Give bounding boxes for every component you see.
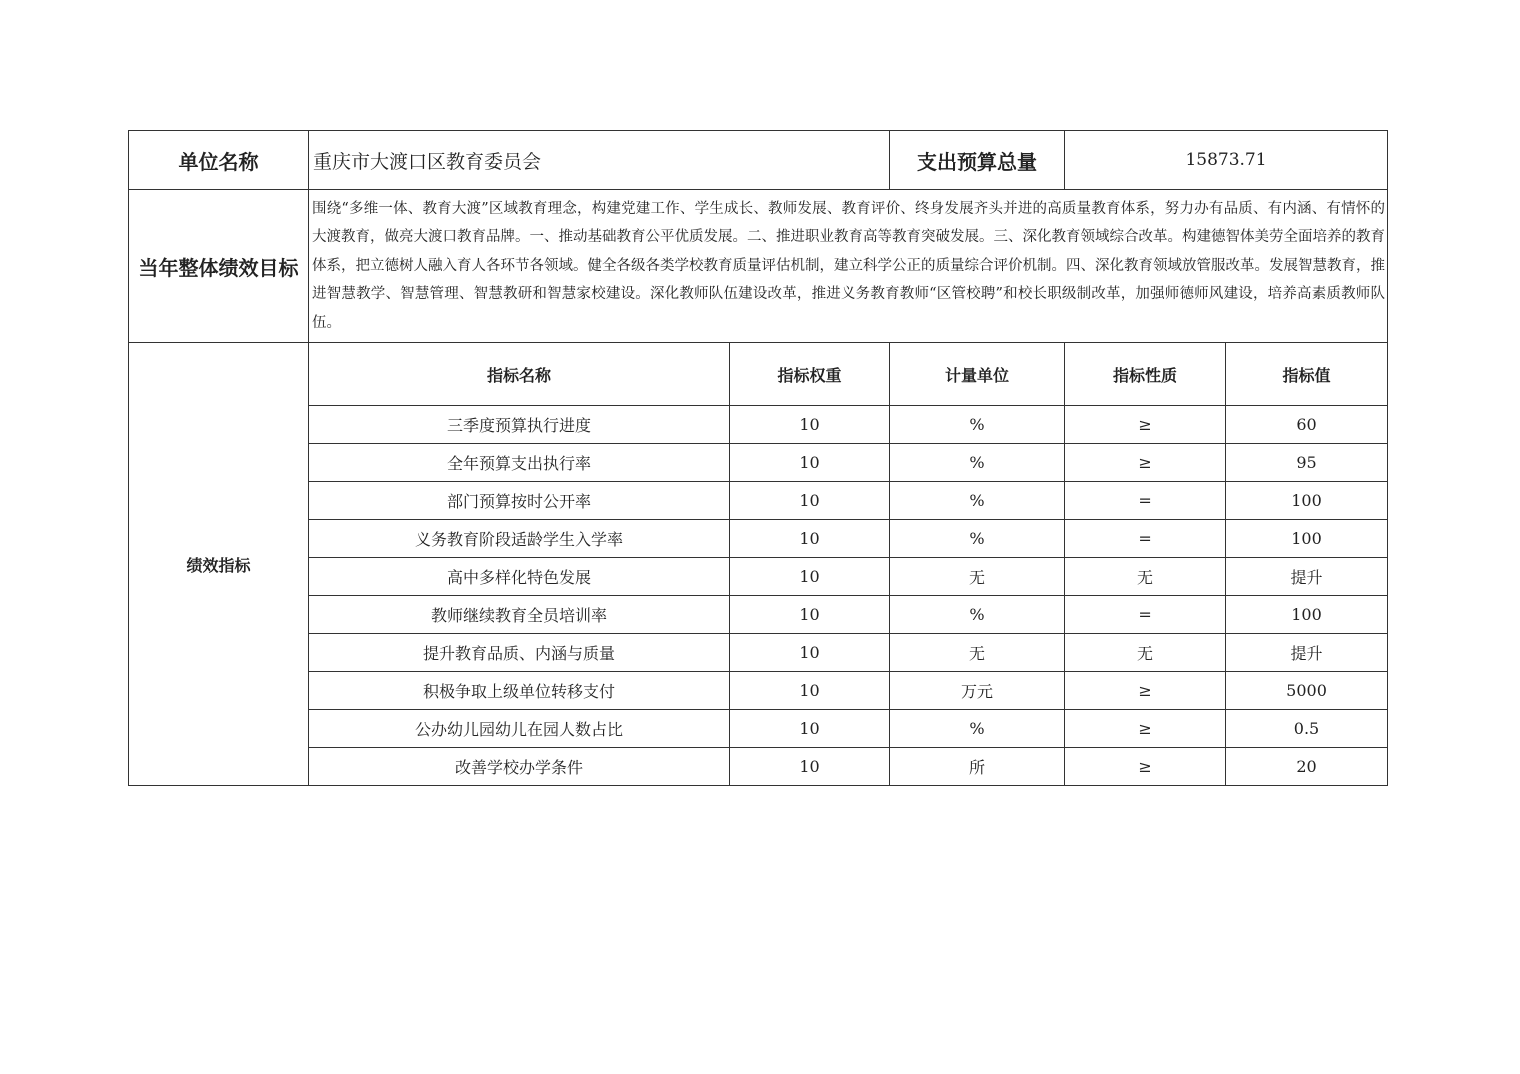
indicator-cell: 无 [890,634,1065,672]
column-header: 指标值 [1226,343,1388,406]
indicator-cell: 公办幼儿园幼儿在园人数占比 [309,710,730,748]
indicator-cell: 10 [730,672,890,710]
indicator-cell: 积极争取上级单位转移支付 [309,672,730,710]
indicator-cell: 改善学校办学条件 [309,748,730,786]
indicator-cell: % [890,520,1065,558]
indicator-row [129,634,1388,672]
column-header: 指标名称 [309,343,730,406]
indicator-cell: 万元 [890,672,1065,710]
budget-total-label: 支出预算总量 [890,131,1065,190]
indicator-row [129,406,1388,444]
indicator-cell: 全年预算支出执行率 [309,444,730,482]
indicator-cell: 义务教育阶段适龄学生入学率 [309,520,730,558]
indicator-row [129,748,1388,786]
indicator-cell: 20 [1226,748,1388,786]
indicator-cell: ≥ [1065,748,1226,786]
indicator-cell: 100 [1226,520,1388,558]
indicator-cell: 提升教育品质、内涵与质量 [309,634,730,672]
indicator-row [129,558,1388,596]
indicator-cell: 无 [1065,634,1226,672]
indicator-cell: 0.5 [1226,710,1388,748]
indicator-cell: % [890,596,1065,634]
indicator-cell: 无 [890,558,1065,596]
indicator-cell: % [890,482,1065,520]
indicator-cell: 高中多样化特色发展 [309,558,730,596]
indicator-cell: = [1065,520,1226,558]
indicator-row [129,482,1388,520]
goal-row [129,190,1388,343]
indicator-cell: 100 [1226,482,1388,520]
indicators-section-label: 绩效指标 [129,343,309,786]
indicator-cell: 提升 [1226,558,1388,596]
indicator-cell: 10 [730,444,890,482]
indicator-cell: % [890,406,1065,444]
indicator-cell: 部门预算按时公开率 [309,482,730,520]
indicator-header-row [129,343,1388,406]
indicator-cell: 10 [730,596,890,634]
unit-name-label: 单位名称 [129,131,309,190]
indicator-cell: 60 [1226,406,1388,444]
indicator-cell: 10 [730,406,890,444]
column-header: 指标权重 [730,343,890,406]
indicator-cell: 95 [1226,444,1388,482]
indicator-cell: 三季度预算执行进度 [309,406,730,444]
column-header: 指标性质 [1065,343,1226,406]
annual-goal-label: 当年整体绩效目标 [129,190,309,343]
performance-table [128,130,1388,786]
indicator-cell: 所 [890,748,1065,786]
indicator-row [129,444,1388,482]
annual-goal-text: 围绕“多维一体、教育大渡”区域教育理念，构建党建工作、学生成长、教师发展、教育评价、终身发展齐头并进的高质量教育体系，努力办有品质、有内涵、有情怀的大渡教育，做亮大渡口教育品牌。一、推动基础教育公平优质发展。二、推进职业教育高等教育突破发展。三、深化教育领域综合改革。构建德智体美劳全面培养的教育体系，把立德树人融入育人各环节各领域。健全各级各类学校教育质量评估机制，建立科学公正的质量综合评价机制。四、深化教育领域放管服改革。发展智慧教育，推进智慧教学、智慧管理、智慧教研和智慧家校建设。深化教师队伍建设改革，推进义务教育教师“区管校聘”和校长职级制改革，加强师德师风建设，培养高素质教师队伍。 [309,190,1388,343]
header-row [129,131,1388,190]
indicator-cell: % [890,444,1065,482]
indicator-cell: 10 [730,634,890,672]
indicator-cell: ≥ [1065,406,1226,444]
indicator-cell: 100 [1226,596,1388,634]
indicator-row [129,596,1388,634]
indicator-cell: 无 [1065,558,1226,596]
unit-name-value: 重庆市大渡口区教育委员会 [309,131,890,190]
indicator-cell: 提升 [1226,634,1388,672]
indicator-row [129,520,1388,558]
indicator-cell: 5000 [1226,672,1388,710]
indicator-cell: = [1065,596,1226,634]
indicator-cell: 10 [730,482,890,520]
indicator-cell: = [1065,482,1226,520]
indicator-row [129,710,1388,748]
indicator-cell: ≥ [1065,672,1226,710]
indicator-cell: 教师继续教育全员培训率 [309,596,730,634]
indicator-cell: 10 [730,748,890,786]
indicator-cell: 10 [730,520,890,558]
column-header: 计量单位 [890,343,1065,406]
indicator-cell: ≥ [1065,710,1226,748]
indicator-cell: 10 [730,558,890,596]
indicator-cell: 10 [730,710,890,748]
indicator-row [129,672,1388,710]
budget-total-value: 15873.71 [1065,131,1388,190]
indicator-cell: ≥ [1065,444,1226,482]
indicator-cell: % [890,710,1065,748]
